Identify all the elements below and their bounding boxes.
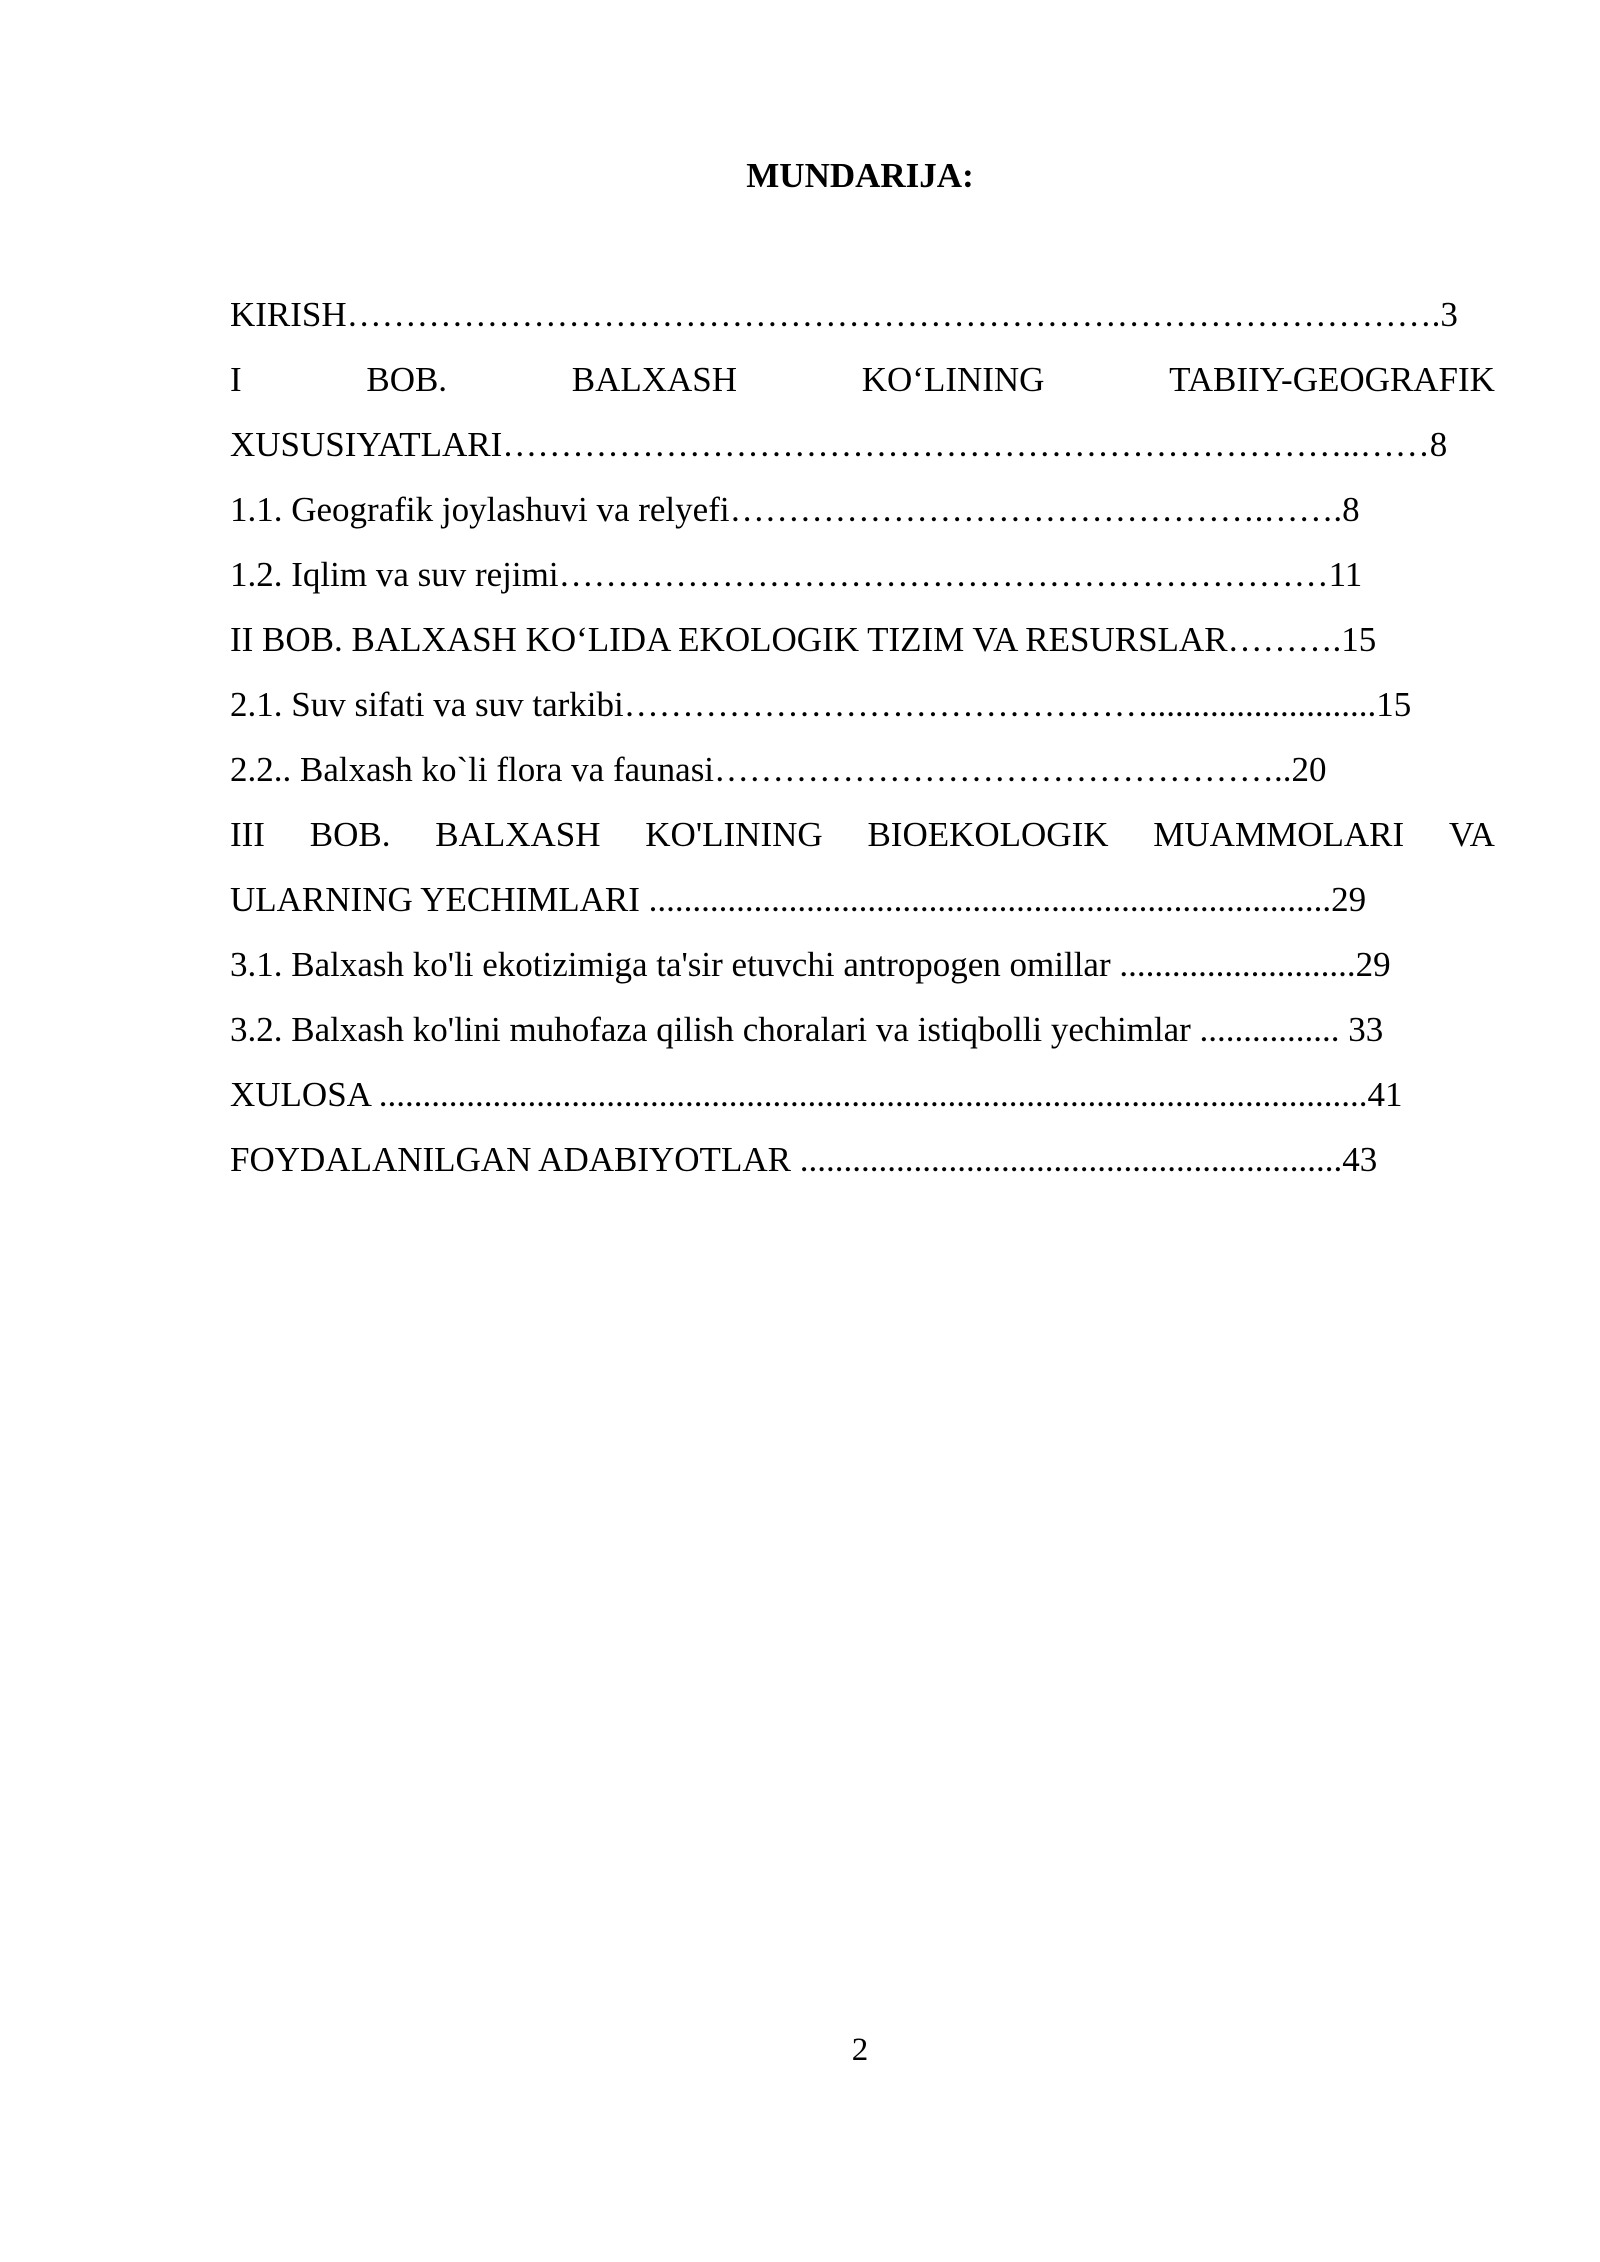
toc-entry-adabiyotlar: FOYDALANILGAN ADABIYOTLAR ..............................................................43 xyxy=(230,1140,1378,1179)
toc-entry-1-1: 1.1. Geografik joylashuvi va relyefi……………………………………….…….8 xyxy=(230,490,1360,529)
toc-entry-1-2: 1.2. Iqlim va suv rejimi…………………………………………………………11 xyxy=(230,555,1363,594)
toc-entry-bob1-continuation: XUSUSIYATLARI………………………………………………………………..……8 xyxy=(230,425,1448,464)
toc-entry-bob1-word: KO‘LINING xyxy=(861,360,1045,399)
toc-entry-xulosa: XULOSA .................................................................................................................41 xyxy=(230,1075,1403,1114)
toc-entry-bob3-continuation: ULARNING YECHIMLARI ..............................................................................29 xyxy=(230,880,1367,919)
toc-entry-2-1: 2.1. Suv sifati va suv tarkibi………………………………………..........................15 xyxy=(230,685,1412,724)
toc-entry-bob3-word: VA xyxy=(1448,815,1495,854)
toc-title: MUNDARIJA: xyxy=(746,156,974,195)
toc-entry-bob3-word: III xyxy=(230,815,265,854)
toc-entry-bob3-word: KO'LINING xyxy=(645,815,823,854)
toc-entry-bob2: II BOB. BALXASH KO‘LIDA EKOLOGIK TIZIM VA RESURSLAR……….15 xyxy=(230,620,1377,659)
toc-entry-bob1-heading xyxy=(230,347,1495,412)
toc-entry-bob1-word: TABIIY-GEOGRAFIK xyxy=(1169,360,1495,399)
toc-entry-bob3-word: BALXASH xyxy=(435,815,601,854)
toc-entry-bob3-word: BOB. xyxy=(309,815,391,854)
toc-entry-kirish: KIRISH………………………………………………………………………………….3 xyxy=(230,295,1458,334)
toc-entry-bob3-word: MUAMMOLARI xyxy=(1153,815,1405,854)
toc-entry-bob1-word: BALXASH xyxy=(571,360,738,399)
toc-entry-bob1-word: BOB. xyxy=(366,360,448,399)
table-of-contents xyxy=(230,282,1495,1192)
toc-entry-2-2: 2.2.. Balxash ko`li flora va faunasi…………………………………………..20 xyxy=(230,750,1327,789)
toc-entry-3-2: 3.2. Balxash ko'lini muhofaza qilish choralari va istiqbolli yechimlar ................ 33 xyxy=(230,1010,1384,1049)
toc-entry-bob3-word: BIOEKOLOGIK xyxy=(867,815,1109,854)
page-number: 2 xyxy=(851,2032,869,2068)
toc-entry-3-1: 3.1. Balxash ko'li ekotizimiga ta'sir etuvchi antropogen omillar ...........................29 xyxy=(230,945,1391,984)
toc-entry-bob1-word: I xyxy=(230,360,242,399)
toc-entry-bob3-heading xyxy=(230,802,1495,867)
